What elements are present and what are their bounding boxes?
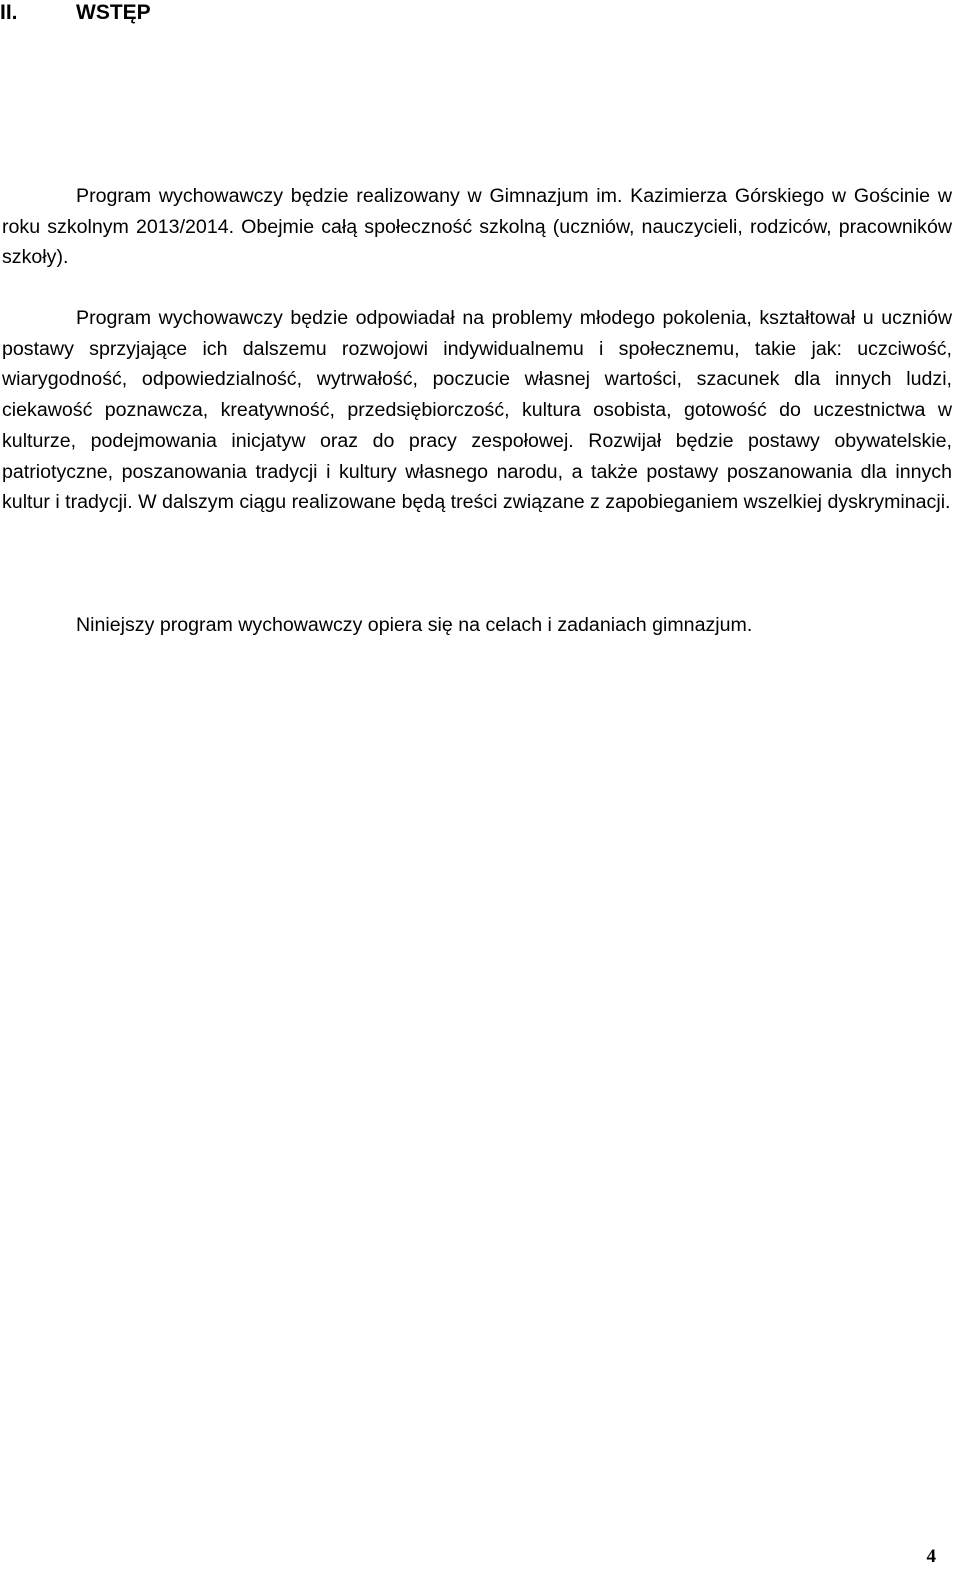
- paragraph-goals: Program wychowawczy będzie odpowiadał na problemy młodego pokolenia, kształtował u uczniów postawy sprzyjające ich dalszemu rozwojowi indywidualnemu i społecznemu, takie jak: uczciwość, wiarygodność, odpowiedzialność, wytrwałość, poczucie własnej wartości, szacunek dla innych ludzi, ciekawość poznawcza, kreatywność, przedsiębiorczość, kultura osobista, gotowość do uczestnictwa w kulturze, podejmowania inicjatyw oraz do pracy zespołowej. Rozwijał będzie postawy obywatelskie, patriotyczne, poszanowania tradycji i kultury własnego narodu, a także postawy poszanowania dla innych kultur i tradycji. W dalszym ciągu realizowane będą treści związane z zapobieganiem wszelkiej dyskryminacji.: [2, 307, 952, 514]
- page-number: 4: [926, 1546, 936, 1567]
- paragraph-intro: Program wychowawczy będzie realizowany w Gimnazjum im. Kazimierza Górskiego w Gościnie w roku szkolnym 2013/2014. Obejmie całą społeczność szkolną (uczniów, nauczycieli, rodziców, pracowników szkoły).: [2, 185, 952, 269]
- section-number: II.: [0, 1, 18, 24]
- section-heading: [0, 0, 151, 26]
- paragraph-basis: Niniejszy program wychowawczy opiera się na celach i zadaniach gimnazjum.: [76, 614, 753, 636]
- section-title: WSTĘP: [76, 1, 151, 24]
